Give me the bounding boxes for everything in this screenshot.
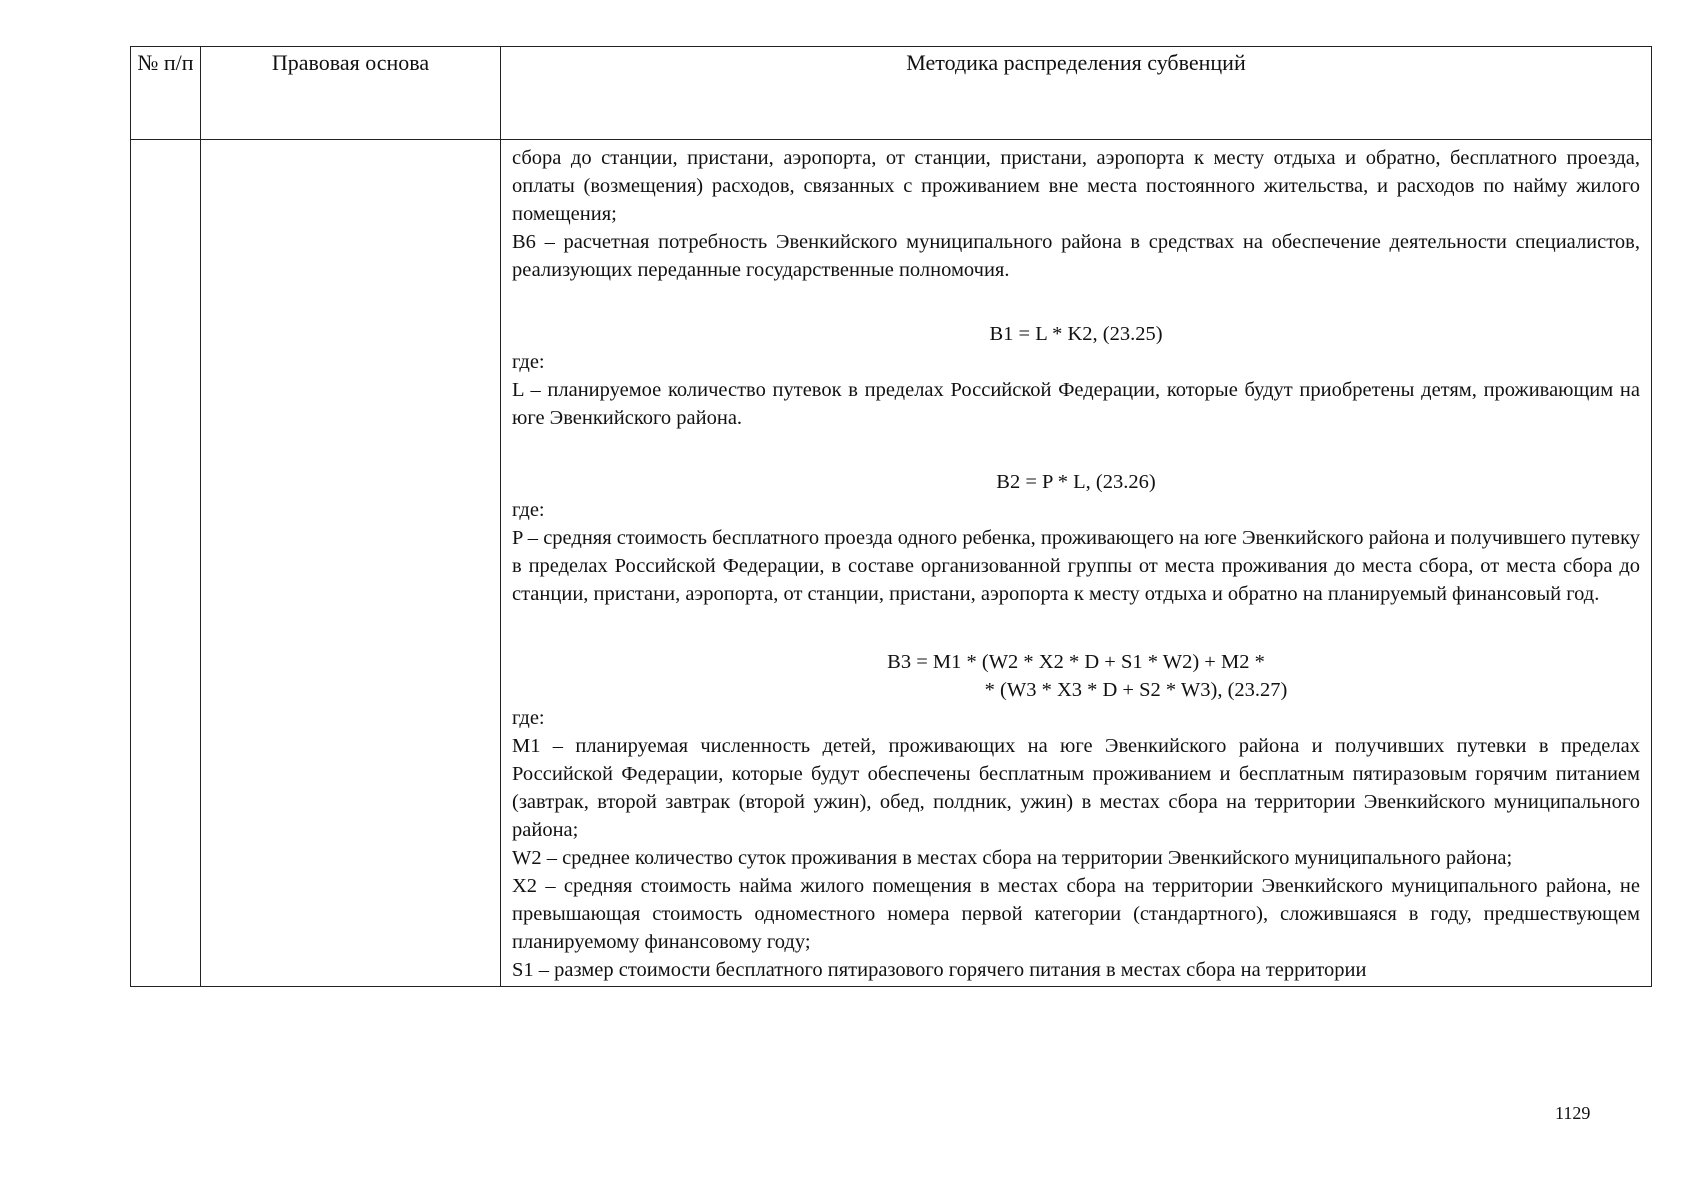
where-label: где: [512,707,545,729]
definition-s1: S1 – размер стоимости бесплатного пятиразового горячего питания в местах сбора на территории [512,959,1367,981]
header-number: № п/п [131,47,201,140]
definition-l: L – планируемое количество путевок в пределах Российской Федерации, которые будут приобретены детям, проживающим на юге Эвенкийского района. [512,379,1640,429]
legal-basis-cell [201,140,501,987]
paragraph-intro-continuation: сбора до станции, пристани, аэропорта, от станции, пристани, аэропорта к месту отдыха и обратно, бесплатного проезда, оплаты (возмещения) расходов, связанных с проживанием вне места постоянного жительства, и расходов по найму жилого помещения; [512,147,1640,225]
definition-x2: X2 – средняя стоимость найма жилого помещения в местах сбора на территории Эвенкийского муниципального района, не превышающая стоимость одноместного номера первой категории (стандартного), сложившаяся в году, предшествующем планируемому финансовому году; [512,875,1640,953]
formula-23-25: B1 = L * K2, (23.25) [989,323,1163,345]
subvention-table [130,46,1652,987]
number-cell [131,140,201,987]
table-header-row [131,47,1652,140]
formula-23-26: B2 = P * L, (23.26) [996,471,1156,493]
table-row [131,140,1652,987]
definition-m1: M1 – планируемая численность детей, проживающих на юге Эвенкийского района и получивших путевки в пределах Российской Федерации, которые будут обеспечены бесплатным проживанием и бесплатным пятиразовым горячим питанием (завтрак, второй завтрак (второй ужин), обед, полдник, ужин) в местах сбора на территории Эвенкийского муниципального района; [512,735,1640,841]
page-number: 1129 [1555,1103,1591,1123]
formula-23-27-line1: B3 = M1 * (W2 * X2 * D + S1 * W2) + M2 * [887,651,1265,673]
definition-p: P – средняя стоимость бесплатного проезда одного ребенка, проживающего на юге Эвенкийского района и получившего путевку в пределах Российской Федерации, в составе организованной группы от места проживания до места сбора, от места сбора до станции, пристани, аэропорта, от станции, пристани, аэропорта к месту отдыха и обратно на планируемый финансовый год. [512,527,1640,605]
definition-b6: В6 – расчетная потребность Эвенкийского муниципального района в средствах на обеспечение деятельности специалистов, реализующих переданные государственные полномочия. [512,231,1640,281]
definition-w2: W2 – среднее количество суток проживания в местах сбора на территории Эвенкийского муниципального района; [512,847,1513,869]
where-label: где: [512,499,545,521]
header-legal-basis: Правовая основа [201,47,501,140]
methodology-cell [501,140,1652,987]
header-methodology: Методика распределения субвенций [501,47,1652,140]
formula-23-27-line2: * (W3 * X3 * D + S2 * W3), (23.27) [984,679,1288,701]
where-label: где: [512,351,545,373]
